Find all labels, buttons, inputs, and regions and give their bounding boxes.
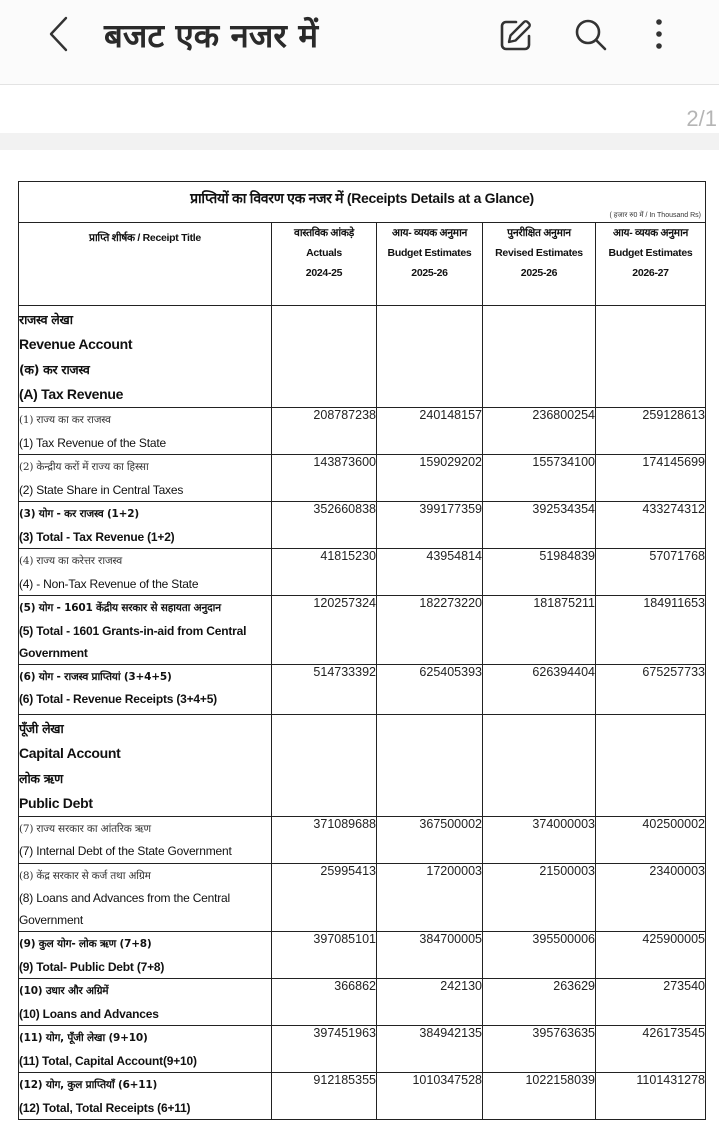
row-label (19, 408, 272, 455)
row-label-hi: (12) योग, कुल प्राप्तियाँ (6+11) (19, 1079, 158, 1091)
value-cell: 514733392 (272, 664, 377, 714)
value-cell: 23400003 (596, 863, 706, 932)
header-actuals: वास्तविक आंकड़े Actuals 2024-25 (272, 223, 377, 306)
value-cell: 259128613 (596, 408, 706, 455)
row-label (19, 932, 272, 979)
header-receipt-title: प्राप्ति शीर्षक / Receipt Title (19, 223, 272, 306)
section-label-hi: राजस्व लेखा (19, 312, 73, 327)
row-label-en: (4) - Non-Tax Revenue of the State (19, 576, 199, 591)
row-label-hi: (7) राज्य सरकार का आंतरिक ऋण (19, 822, 151, 835)
table-title: प्राप्तियों का विवरण एक नजर में (Receipts Details at a Glance) (190, 190, 534, 206)
value-cell: 57071768 (596, 549, 706, 596)
value-cell: 912185355 (272, 1073, 377, 1120)
table-row (19, 979, 706, 1026)
edit-icon[interactable] (497, 16, 535, 54)
value-cell: 395763635 (483, 1026, 596, 1073)
value-cell: 371089688 (272, 816, 377, 863)
value-cell: 242130 (377, 979, 483, 1026)
row-label (19, 863, 272, 932)
table-row (19, 816, 706, 863)
row-label (19, 502, 272, 549)
row-label-hi: (2) केन्द्रीय करों में राज्य का हिस्सा (19, 461, 149, 473)
row-label (19, 596, 272, 665)
value-cell: 182273220 (377, 596, 483, 665)
row-label-en: (12) Total, Total Receipts (6+11) (19, 1100, 191, 1115)
value-cell: 236800254 (483, 408, 596, 455)
row-label-en: (11) Total, Capital Account(9+10) (19, 1053, 197, 1068)
section-label-en: Revenue Account (19, 336, 133, 352)
divider-strip (0, 133, 719, 150)
search-icon[interactable] (572, 16, 610, 54)
row-label-en: (1) Tax Revenue of the State (19, 435, 166, 450)
app-bar (0, 0, 719, 85)
value-cell: 273540 (596, 979, 706, 1026)
value-cell: 433274312 (596, 502, 706, 549)
row-label (19, 455, 272, 502)
table-row (19, 502, 706, 549)
header-revised-2025: पुनरीक्षित अनुमान Revised Estimates 2025-26 (483, 223, 596, 306)
row-label-en: (2) State Share in Central Taxes (19, 482, 184, 497)
row-label-en: (3) Total - Tax Revenue (1+2) (19, 529, 175, 544)
value-cell: 402500002 (596, 816, 706, 863)
value-cell: 366862 (272, 979, 377, 1026)
row-label-hi: (4) राज्य का करेत्तर राजस्व (19, 555, 122, 567)
section-revenue (19, 306, 706, 408)
value-cell: 1010347528 (377, 1073, 483, 1120)
table-row (19, 455, 706, 502)
row-label (19, 1026, 272, 1073)
value-cell: 184911653 (596, 596, 706, 665)
section-label-hi: पूँजी लेखा (19, 720, 64, 736)
table-row (19, 664, 706, 714)
value-cell: 51984839 (483, 549, 596, 596)
receipts-table (18, 181, 706, 1120)
row-label-hi: (1) राज्य का कर राजस्व (19, 414, 111, 426)
back-chevron-icon[interactable] (42, 14, 76, 54)
table-row (19, 1026, 706, 1073)
value-cell: 425900005 (596, 932, 706, 979)
value-cell: 399177359 (377, 502, 483, 549)
table-row (19, 408, 706, 455)
page-indicator: 2/1 (686, 106, 717, 131)
value-cell: 25995413 (272, 863, 377, 932)
page-bar (0, 85, 719, 133)
header-budget-2026: आय- व्ययक अनुमान Budget Estimates 2026-27 (596, 223, 706, 306)
value-cell: 43954814 (377, 549, 483, 596)
row-label (19, 664, 272, 714)
value-cell: 374000003 (483, 816, 596, 863)
value-cell: 263629 (483, 979, 596, 1026)
row-label-hi: (6) योग - राजस्व प्राप्तियां (3+4+5) (19, 670, 172, 683)
row-label-hi: (5) योग - 1601 केंद्रीय सरकार से सहायता अनुदान (19, 602, 221, 614)
section-sub-en: (A) Tax Revenue (19, 386, 124, 402)
section-sub-hi: (क) कर राजस्व (19, 362, 90, 377)
row-label (19, 549, 272, 596)
value-cell: 159029202 (377, 455, 483, 502)
section-label-en: Capital Account (19, 744, 121, 761)
more-vertical-icon[interactable] (640, 16, 678, 54)
row-label (19, 816, 272, 863)
section-capital (19, 714, 706, 816)
section-sub-en: Public Debt (19, 794, 93, 811)
value-cell: 384942135 (377, 1026, 483, 1073)
value-cell: 395500006 (483, 932, 596, 979)
value-cell: 21500003 (483, 863, 596, 932)
table-row (19, 1073, 706, 1120)
table-row (19, 596, 706, 665)
value-cell: 397451963 (272, 1026, 377, 1073)
units-note: ( हजार रु0 में / In Thousand Rs) (609, 212, 701, 219)
value-cell: 367500002 (377, 816, 483, 863)
value-cell: 675257733 (596, 664, 706, 714)
row-label-en: (7) Internal Debt of the State Government (19, 844, 232, 858)
app-title: बजट एक नजर में (104, 16, 319, 55)
value-cell: 626394404 (483, 664, 596, 714)
header-budget-2025: आय- व्ययक अनुमान Budget Estimates 2025-26 (377, 223, 483, 306)
value-cell: 426173545 (596, 1026, 706, 1073)
table-row (19, 549, 706, 596)
section-sub-hi: लोक ऋण (19, 770, 63, 786)
row-label-hi: (9) कुल योग- लोक ऋण (7+8) (19, 938, 152, 950)
value-cell: 174145699 (596, 455, 706, 502)
row-label (19, 1073, 272, 1120)
header-row (19, 223, 706, 306)
value-cell: 392534354 (483, 502, 596, 549)
value-cell: 384700005 (377, 932, 483, 979)
row-label-hi: (10) उधार और अग्रिमें (19, 985, 109, 997)
value-cell: 17200003 (377, 863, 483, 932)
value-cell: 352660838 (272, 502, 377, 549)
value-cell: 1101431278 (596, 1073, 706, 1120)
row-label-en: (8) Loans and Advances from the Central Government (19, 891, 230, 927)
row-label (19, 979, 272, 1026)
value-cell: 181875211 (483, 596, 596, 665)
table-title-row (19, 182, 706, 223)
value-cell: 143873600 (272, 455, 377, 502)
row-label-en: (6) Total - Revenue Receipts (3+4+5) (19, 692, 217, 706)
value-cell: 208787238 (272, 408, 377, 455)
value-cell: 625405393 (377, 664, 483, 714)
value-cell: 155734100 (483, 455, 596, 502)
value-cell: 240148157 (377, 408, 483, 455)
row-label-en: (9) Total- Public Debt (7+8) (19, 959, 165, 974)
row-label-hi: (3) योग - कर राजस्व (1+2) (19, 508, 139, 520)
row-label-en: (5) Total - 1601 Grants-in-aid from Central Government (19, 623, 247, 660)
row-label-en: (10) Loans and Advances (19, 1006, 159, 1021)
row-label-hi: (11) योग, पूँजी लेखा (9+10) (19, 1032, 148, 1044)
value-cell: 397085101 (272, 932, 377, 979)
value-cell: 120257324 (272, 596, 377, 665)
table-row (19, 932, 706, 979)
table-row (19, 863, 706, 932)
row-label-hi: (8) केंद्र सरकार से कर्ज तथा अग्रिम (19, 869, 151, 882)
value-cell: 41815230 (272, 549, 377, 596)
value-cell: 1022158039 (483, 1073, 596, 1120)
